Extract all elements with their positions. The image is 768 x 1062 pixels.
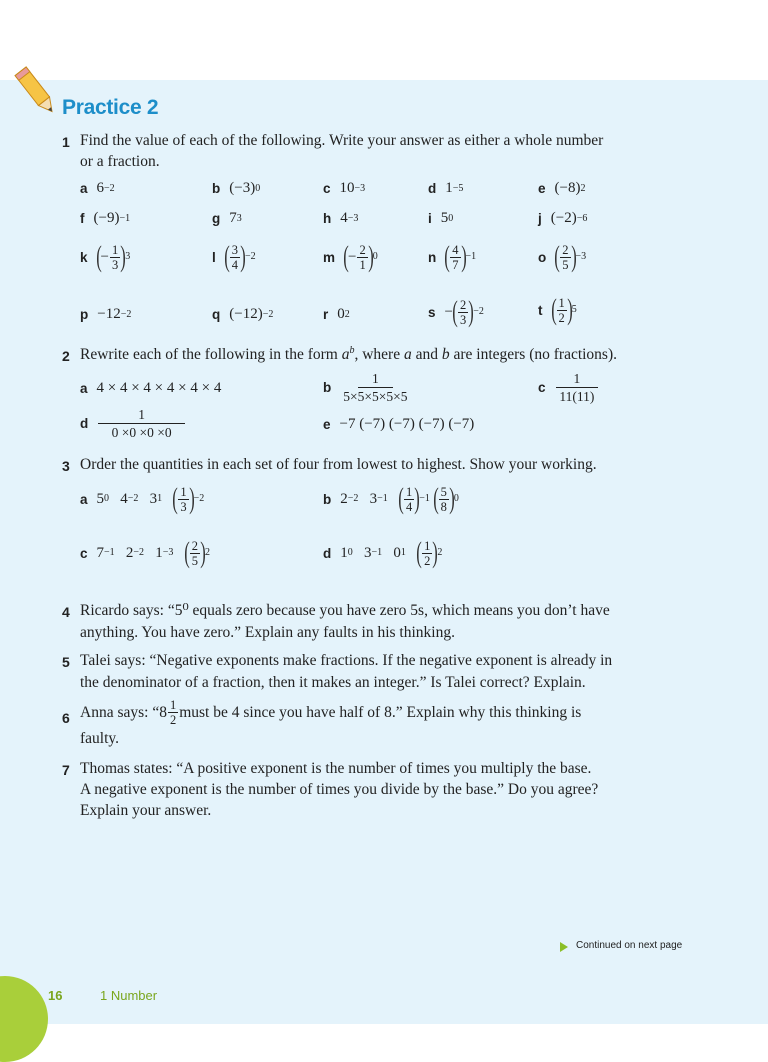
q1-item-m: m ( − $\frac{2}{1}$ ) 0 (323, 240, 378, 273)
q4-number: 4 (62, 604, 70, 620)
q7-line2: A negative exponent is the number of times you divide by the base.” Do you agree? (80, 781, 599, 798)
q5-line2: the denominator of a fraction, then it makes an integer.” Is Talei correct? Explain. (80, 674, 586, 691)
q2-number: 2 (62, 348, 70, 364)
q7-number: 7 (62, 762, 70, 778)
q3-item-d: d 1 0 3 −1 0 1 ( $\frac{1}{2}$ ) 2 (323, 536, 443, 569)
q1-item-f: f (−9) −1 (80, 210, 131, 226)
q1-item-s: s − ( $\frac{2}{3}$ ) −2 (428, 295, 484, 328)
continue-arrow-icon (560, 942, 568, 952)
q6-line2: faulty. (80, 730, 120, 747)
q1-item-r: r 0 2 (323, 306, 350, 322)
q1-item-k: k ( − $\frac{1}{3}$ ) 3 (80, 240, 131, 273)
q3-number: 3 (62, 458, 70, 474)
q6-number: 6 (62, 710, 70, 726)
q1-item-e: e (−8) 2 (538, 180, 586, 196)
q1-item-i: i 5 0 (428, 210, 454, 226)
q5-number: 5 (62, 654, 70, 670)
q1-line1: Find the value of each of the following. Write your answer as either a whole number (80, 132, 604, 149)
q3-item-a: a 5 0 4 −2 3 1 ( $\frac{1}{3}$ ) −2 (80, 482, 205, 515)
continued-note: Continued on next page (576, 940, 683, 951)
q1-item-a: a 6 −2 (80, 180, 115, 196)
q1-item-o: o ( $\frac{2}{5}$ ) −3 (538, 240, 587, 273)
page-number: 16 (48, 988, 63, 1003)
q1-item-c: c 10 −3 (323, 180, 366, 196)
q2-item-d: d $\frac{1}{0 \times 0 \times 0 \times 0}$ (80, 406, 186, 441)
q4-line2: anything. You have zero.” Explain any faults in his thinking. (80, 624, 455, 641)
q7-line3: Explain your answer. (80, 802, 212, 819)
q1-item-h: h 4 −3 (323, 210, 359, 226)
q2-item-a: a 4 × 4 × 4 × 4 × 4 × 4 (80, 380, 222, 396)
q1-item-g: g 7 3 (212, 210, 242, 226)
q1-number: 1 (62, 134, 70, 150)
q6-line1: Anna says: “8 $\frac{1}{2}$ must be 4 since you have half of 8.” Explain why this thinking is (80, 698, 582, 727)
q4-line1: Ricardo says: “5⁰ equals zero because you have zero 5s, which means you don’t have (80, 602, 610, 619)
q3-line: Order the quantities in each set of four from lowest to highest. Show your working. (80, 456, 597, 473)
q3-item-b: b 2 −2 3 −1 ( $\frac{1}{4}$ ) −1 ( $\frac{5}{8}$ ) 0 (323, 482, 459, 515)
q2-line: Rewrite each of the following in the form $a^b$, where a and b are integers (no fractions). (80, 345, 618, 363)
q1-item-n: n ( $\frac{4}{7}$ ) −1 (428, 240, 477, 273)
q2-item-c: c $\frac{1}{11(11)}$ (538, 370, 599, 405)
pencil-icon (14, 62, 58, 120)
practice-title: Practice 2 (62, 96, 159, 119)
q5-line1: Talei says: “Negative exponents make fractions. If the negative exponent is already in (80, 652, 613, 669)
q3-item-c: c 7 −1 2 −2 1 −3 ( $\frac{2}{5}$ ) 2 (80, 536, 210, 569)
q1-item-d: d 1 −5 (428, 180, 464, 196)
q2-item-b: b $\frac{1}{5\times 5\times 5\times 5\times 5}$ (323, 371, 408, 404)
q1-item-b: b (−3) 0 (212, 180, 261, 196)
q1-item-q: q (−12) −2 (212, 306, 274, 322)
q1-item-p: p −12 −2 (80, 306, 132, 322)
chapter-label: 1 Number (100, 988, 158, 1003)
q2-item-e: e −7 (−7) (−7) (−7) (−7) (323, 416, 475, 432)
q7-line1: Thomas states: “A positive exponent is the number of times you multiply the base. (80, 760, 592, 777)
q1-item-j: j (−2) −6 (538, 210, 588, 226)
q1-item-t: t ( $\frac{1}{2}$ ) 5 (538, 293, 577, 326)
q1-item-l: l ( $\frac{3}{4}$ ) −2 (212, 240, 256, 273)
q1-line2: or a fraction. (80, 153, 160, 170)
